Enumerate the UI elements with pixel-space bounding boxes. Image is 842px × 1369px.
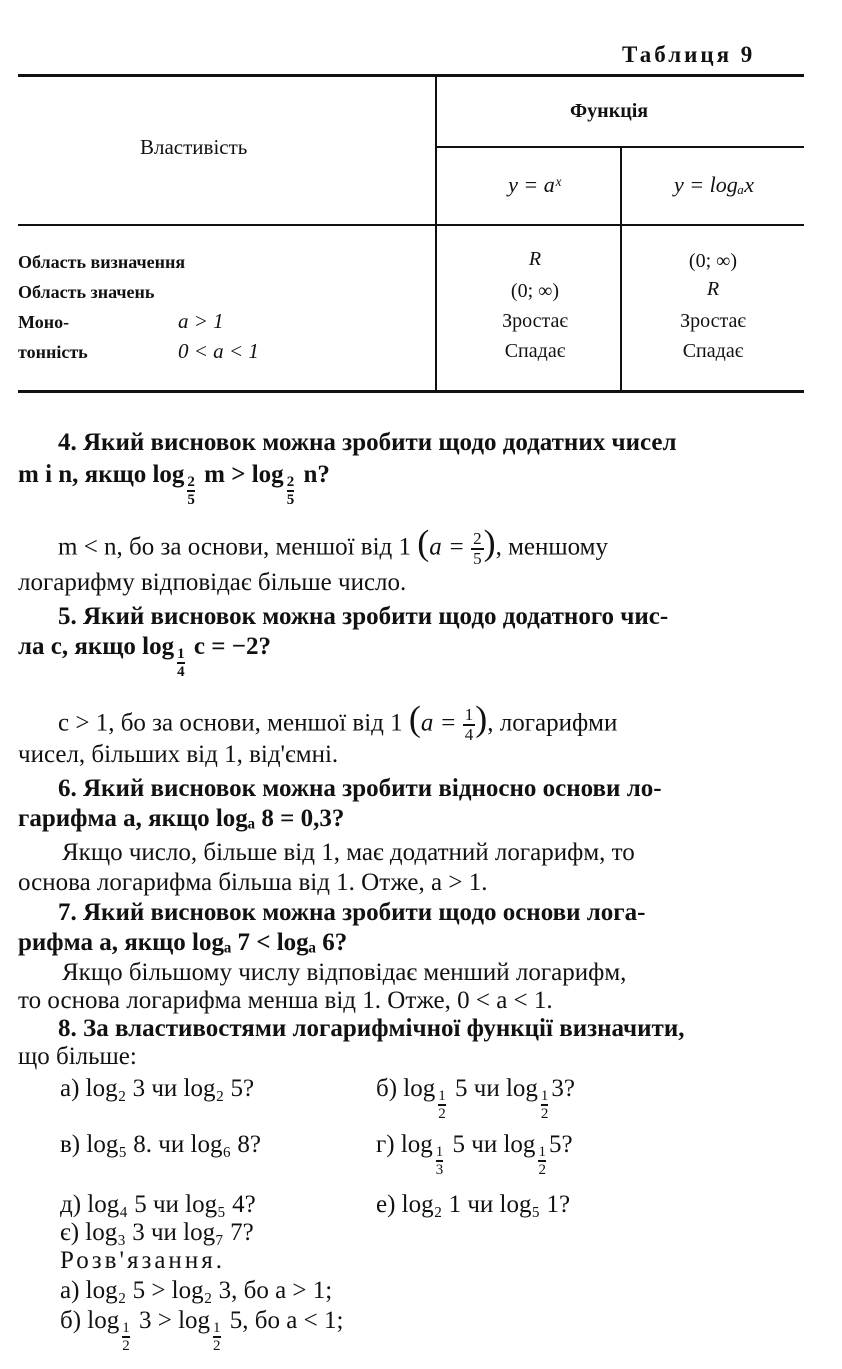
function-columns-divider <box>620 148 622 392</box>
cell-log-increasing: Зростає <box>680 310 746 332</box>
answer-6-line-2: основа логарифма більша від 1. Отже, a > 1. <box>18 869 488 896</box>
table-bottom-rule <box>18 390 804 393</box>
cell-exp-range: (0; ∞) <box>510 280 560 302</box>
item-ye: є) log₃ 3 чи log₇ 7? <box>60 1219 254 1246</box>
item-e: е) log₂ 1 чи log₅ 1? <box>376 1191 571 1218</box>
property-column-header: Властивість <box>140 135 248 159</box>
question-5-line-2: ла c, якщо log $\frac{1}{4}$ c = −2? <box>18 633 271 680</box>
answer-5-line-1: c > 1, бо за основи, меншої від 1 (a = $\frac{1}{4}$ ), логарифми <box>58 698 618 744</box>
table-top-rule <box>18 74 804 77</box>
condition-a-less-1: 0 < a < 1 <box>178 339 259 363</box>
row-label-monotonic-2: тонність <box>18 342 88 362</box>
item-g: г) log $\frac{1}{3}$ 5 чи log $\frac{1}{2}$ 5? <box>376 1131 573 1178</box>
solution-a: а) log₂ 5 > log₂ 3, бо a > 1; <box>60 1277 333 1304</box>
question-7-line-1: 7. Який висновок можна зробити щодо основи лога- <box>58 899 646 926</box>
question-8-line-1: 8. За властивостями логарифмічної функції визначити, <box>58 1015 685 1042</box>
solution-label: Розв'язання. <box>60 1247 225 1274</box>
item-v: в) log₅ 8. чи log₆ 8? <box>60 1131 262 1158</box>
question-8-line-2: що більше: <box>18 1043 137 1070</box>
cell-exp-increasing: Зростає <box>502 310 568 332</box>
row-label-domain: Область визначення <box>18 252 186 272</box>
question-7-line-2: рифма a, якщо logₐ 7 < logₐ 6? <box>18 929 348 956</box>
table-caption: Таблиця 9 <box>622 42 756 67</box>
item-b: б) log $\frac{1}{2}$ 5 чи log $\frac{1}{2}$ 3? <box>376 1075 576 1122</box>
question-4-line-2: m і n, якщо log $\frac{2}{5}$ m > log $\frac{2}{5}$ n? <box>18 461 330 508</box>
table-divider-vertical <box>435 76 437 392</box>
table-header-bottom-rule <box>18 224 804 226</box>
row-label-monotonic-1: Моно- <box>18 312 70 332</box>
answer-7-line-2: то основа логарифма менша від 1. Отже, 0 < a < 1. <box>18 987 553 1014</box>
cell-exp-decreasing: Спадає <box>504 340 566 362</box>
item-d: д) log₄ 5 чи log₅ 4? <box>60 1191 256 1218</box>
answer-6-line-1: Якщо число, більше від 1, має додатний логарифм, то <box>62 839 635 866</box>
cell-log-domain: (0; ∞) <box>688 250 738 272</box>
condition-a-greater-1: a > 1 <box>178 309 224 333</box>
question-6-line-2: гарифма a, якщо logₐ 8 = 0,3? <box>18 805 345 832</box>
question-6-line-1: 6. Який висновок можна зробити відносно основи ло- <box>58 775 662 802</box>
question-5-line-1: 5. Який висновок можна зробити щодо додатного чис- <box>58 603 669 630</box>
item-a: а) log₂ 3 чи log₂ 5? <box>60 1075 255 1102</box>
exponential-column-header: y = aˣ <box>508 172 561 197</box>
question-4-line-1: 4. Який висновок можна зробити щодо додатних чисел <box>58 429 677 456</box>
answer-4-line-1: m < n, бо за основи, меншої від 1 (a = $\frac{2}{5}$ ), меншому <box>58 522 608 568</box>
cell-exp-domain: R <box>528 248 542 270</box>
cell-log-range: R <box>706 278 720 300</box>
answer-7-line-1: Якщо більшому числу відповідає менший логарифм, <box>62 959 627 986</box>
solution-b: б) log $\frac{1}{2}$ 3 > log $\frac{1}{2}$ 5, бо a < 1; <box>60 1307 344 1354</box>
function-column-header: Функція <box>570 100 649 122</box>
answer-4-line-2: логарифму відповідає більше число. <box>18 569 407 596</box>
row-label-range: Область значень <box>18 282 155 302</box>
cell-log-decreasing: Спадає <box>682 340 744 362</box>
logarithm-column-header: y = logₐx <box>674 172 754 197</box>
answer-5-line-2: чисел, більших від 1, від'ємні. <box>18 741 339 768</box>
